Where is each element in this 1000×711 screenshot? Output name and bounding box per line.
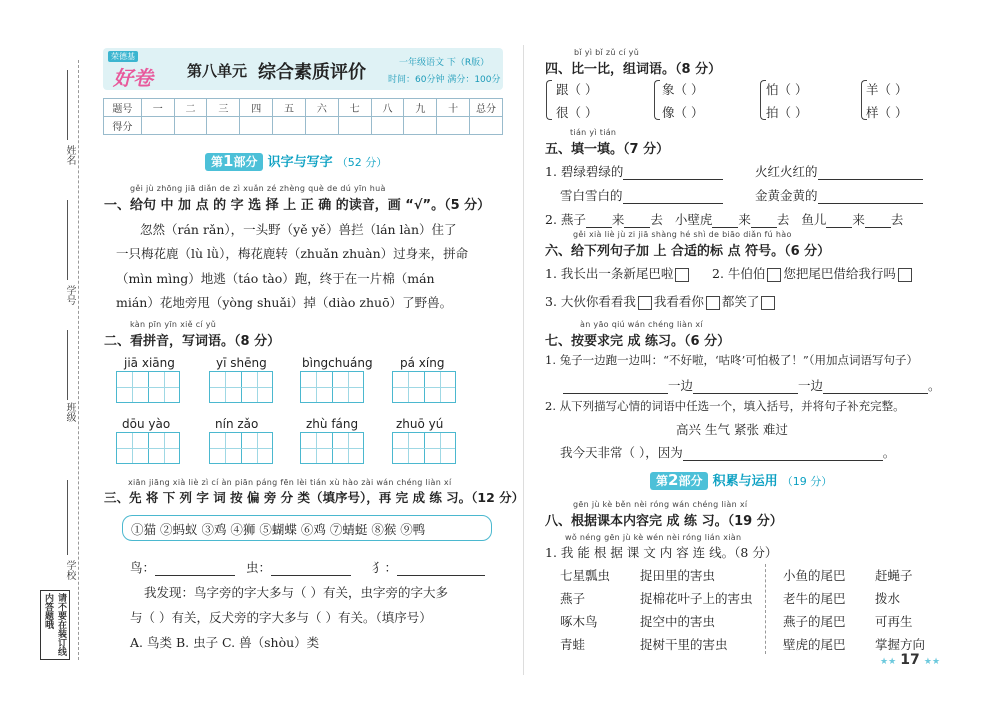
score-header: 十 [437,99,470,117]
score-header: 二 [174,99,207,117]
q1-pinyin: gěi jù zhōng jiā diǎn de zì xuǎn zé zhèng què de dú yīn huà [130,184,386,193]
q3-title: 三、先 将 下 列 字 词 按 偏 旁 分 类（填序号），再 完 成 练 习。（12 分） [104,490,525,505]
q6-s1: 1. 我长出一条新尾巴啦 [545,264,691,282]
answer-blank[interactable] [397,562,485,576]
score-header: 一 [141,99,174,117]
part1-heading [205,151,387,170]
punct-box[interactable] [898,268,912,282]
q5-pinyin: tián yì tián [570,128,617,137]
pair-item: 羊（ ） [866,82,908,97]
star-icon: ★★ [880,657,897,667]
answer-blank[interactable] [624,214,650,228]
answer-blank[interactable] [751,214,777,228]
score-cell[interactable] [273,117,306,135]
q1-line: 忽然（rán rǎn），一头野（yě yě）兽拦（lán làn）住了 [140,222,457,237]
pinyin-label: zhuō yú [396,417,444,431]
match-item[interactable]: 捉空中的害虫 [640,614,716,629]
answer-blank[interactable] [712,214,738,228]
q8-pinyin: gēn jù kè běn nèi róng wán chéng liàn xí [573,500,748,509]
answer-blank[interactable] [155,562,235,576]
match-item[interactable]: 捉树干里的害虫 [640,637,728,652]
unit-label: 第八单元 [187,62,248,80]
answer-blank[interactable] [683,447,883,461]
q3-cat-dog [372,558,485,576]
page-number-text: 17 [900,652,920,668]
q8-sub: 1. 我 能 根 据 课 文 内 容 连 线。（8 分） [545,545,778,560]
q3-options-text: ①猫 ②蚂蚁 ③鸡 ④狮 ⑤蝴蝶 ⑥鸡 ⑦蜻蜓 ⑧猴 ⑨鸭 [131,522,426,537]
part2-heading [650,470,832,489]
grade-label: 一年级语文 下（R版） [399,58,490,68]
q5-l1b: 火红火红的 [755,162,923,180]
name-blank[interactable] [67,70,68,140]
part1-badge: 第1部分 [205,153,263,171]
punct-box[interactable] [767,268,781,282]
pair-item: 拍（ ） [766,105,808,120]
q3-find-line1: 我发现：鸟字旁的字大多与（ ）有关，虫字旁的字大多 [144,585,448,600]
school-blank[interactable] [67,480,68,555]
q7-s2: 2. 从下列描写心情的词语中任选一个，填入括号，并将句子补充完整。 [545,399,905,413]
name-label: 姓名 [64,145,75,165]
score-header: 四 [240,99,273,117]
match-item[interactable]: 老牛的尾巴 [783,591,846,606]
part2-score: （19 分） [781,475,833,488]
match-item[interactable]: 捉田里的害虫 [640,568,716,583]
match-item[interactable]: 可再生 [875,614,913,629]
score-cell[interactable] [404,117,437,135]
q1-title: 一、给句 中 加 点 的 字 选 择 上 正 确 的读音，画 “√”。（5 分） [104,198,491,213]
answer-blank[interactable] [818,190,923,204]
write-grid[interactable] [300,371,364,403]
q6-pinyin: gěi xià liè jù zi jiā shàng hé shì de biāo diǎn fú hào [573,230,792,239]
score-cell[interactable] [240,117,273,135]
score-cell[interactable] [141,117,174,135]
answer-blank[interactable] [623,166,723,180]
score-header: 五 [273,99,306,117]
answer-blank[interactable] [586,214,612,228]
punct-box[interactable] [675,268,689,282]
q5-l3: 2. 燕子 来 去 小壁虎 来 去 鱼儿 来 去 [545,212,904,227]
q2-title: 二、看拼音，写词语。（8 分） [104,334,281,349]
score-header: 总分 [470,99,503,117]
q3-pinyin: xiān jiāng xià liè zì cí àn piān páng fēn lèi tián xù hào zài wán chéng liàn xí [128,478,452,487]
write-grid[interactable] [300,432,364,464]
pair-item: 怕（ ） [766,82,808,97]
pinyin-label: yī shēng [216,356,267,370]
score-cell[interactable] [371,117,404,135]
write-grid[interactable] [116,371,180,403]
part1-score: （52 分） [336,156,388,169]
score-header: 九 [404,99,437,117]
q1-line: （mìn mìng）地逃（táo tào）跑，终于在一片棉（mán [116,271,435,286]
q6-s2: 2. 牛伯伯 您把尾巴借给我行吗 [712,264,914,282]
punct-box[interactable] [638,296,652,310]
binding-line [78,60,79,660]
column-divider [523,45,524,675]
pinyin-label: dōu yào [122,417,171,431]
score-row-label: 得分 [104,117,142,135]
score-cell[interactable] [207,117,240,135]
q4-title: 四、比一比，组词语。（8 分） [545,62,722,77]
match-item[interactable]: 捉棉花叶子上的害虫 [640,591,753,606]
match-item[interactable]: 青蛙 [560,637,586,652]
answer-blank[interactable] [826,214,852,228]
q5-l2a: 雪白雪白的 [560,186,723,204]
q6-s3: 3. 大伙你看看我 我看看你 都笑了 [545,292,777,310]
time-label: 时间：60分钟 满分：100分 [388,75,501,85]
write-grid[interactable] [209,371,273,403]
q6-title: 六、给下列句子加 上 合适的标 点 符号。（6 分） [545,244,831,259]
page-number [880,652,940,668]
student-id-label: 学号 [64,285,75,305]
q5-title: 五、填一填。（7 分） [545,142,670,157]
match-divider [765,564,766,654]
pinyin-label: nín zǎo [215,417,259,431]
q7-s2-answer: 我今天非常（ ），因为 。 [560,445,896,460]
answer-blank[interactable] [693,380,798,394]
page-title: 综合素质评价 [258,62,366,83]
pair-item: 像（ ） [662,105,704,120]
score-header: 题号 [104,99,142,117]
score-cell[interactable] [470,117,503,135]
match-item[interactable]: 啄木鸟 [560,614,598,629]
binding-strip [20,60,100,660]
match-item[interactable]: 小鱼的尾巴 [783,568,846,583]
q1-line: mián）花地旁甩（yòng shuǎi）掉（diào zhuō）了野兽。 [116,295,453,310]
part2-title: 积累与运用 [712,474,778,489]
write-grid[interactable] [209,432,273,464]
q3-choices: A. 鸟类 B. 虫子 C. 兽（shòu）类 [130,635,320,650]
pair-item: 象（ ） [662,82,704,97]
q8-sub-pinyin: wǒ néng gēn jù kè wén nèi róng lián xiàn [565,533,742,542]
cat-label: 虫： [246,560,272,575]
q5-l1a: 1. 碧绿碧绿的 [545,162,723,180]
brand-logo: 好卷 [113,66,153,90]
q7-title: 七、按要求完 成 练习。（6 分） [545,334,731,349]
write-grid[interactable] [392,432,456,464]
header-banner [103,48,503,90]
answer-blank[interactable] [818,166,923,180]
match-item[interactable]: 燕子的尾巴 [783,614,846,629]
part1-title: 识字与写字 [267,155,333,170]
q3-cat-insect [246,558,351,576]
match-item[interactable]: 壁虎的尾巴 [783,637,846,652]
q2-pinyin: kàn pīn yīn xiě cí yǔ [130,320,217,329]
write-grid[interactable] [392,371,456,403]
q4-pinyin: bǐ yì bǐ zǔ cí yǔ [574,48,640,57]
q7-words: 高兴 生气 紧张 难过 [676,422,788,437]
cat-label: 鸟： [130,560,156,575]
match-item[interactable]: 燕子 [560,591,586,606]
score-table [103,98,503,135]
match-item[interactable]: 掌握方向 [875,637,926,652]
pinyin-label: pá xíng [400,356,445,370]
q7-s1-answer: 一边 一边 。 [563,376,941,394]
q5-l2b: 金黄金黄的 [755,186,923,204]
match-item[interactable]: 拨水 [875,591,901,606]
q1-line: 一只梅花鹿（lù lǜ），梅花鹿转（zhuǎn zhuàn）过身来，拼命 [116,246,469,261]
answer-blank[interactable] [563,380,668,394]
q7-s1: 1. 兔子一边跑一边叫：“不好啦，‘咕咚’可怕极了！”（用加点词语写句子） [545,353,918,367]
pair-item: 跟（ ） [556,82,598,97]
brand-top: 荣德基 [108,51,138,62]
q7-pinyin: àn yāo qiú wán chéng liàn xí [580,320,703,329]
q8-title: 八、根据课本内容完 成 练 习。（19 分） [545,514,783,529]
write-grid[interactable] [116,432,180,464]
score-cell[interactable] [338,117,371,135]
score-cell[interactable] [437,117,470,135]
cat-label: 犭： [372,560,398,575]
q3-cat-bird [130,558,235,576]
pinyin-label: jiā xiāng [124,356,175,370]
class-label: 班级 [64,402,75,422]
class-blank[interactable] [67,330,68,400]
pair-item: 很（ ） [556,105,598,120]
score-cell[interactable] [174,117,207,135]
score-header: 七 [338,99,371,117]
answer-blank[interactable] [823,380,928,394]
answer-blank[interactable] [865,214,891,228]
score-header: 六 [305,99,338,117]
punct-box[interactable] [706,296,720,310]
score-cell[interactable] [305,117,338,135]
score-header: 八 [371,99,404,117]
match-item[interactable]: 赶蝇子 [875,568,913,583]
school-label: 学校 [64,560,75,580]
student-id-blank[interactable] [67,200,68,280]
match-item[interactable]: 七星瓢虫 [560,568,611,583]
brace [654,80,660,120]
answer-blank[interactable] [623,190,723,204]
part2-badge: 第2部分 [650,472,708,490]
punct-box[interactable] [761,296,775,310]
brace [546,80,552,120]
pair-item: 样（ ） [866,105,908,120]
pinyin-label: bìngchuáng [302,356,373,370]
star-icon: ★★ [923,657,941,667]
q3-find-line2: 与（ ）有关，反犬旁的字大多与（ ）有关。（填序号） [130,610,432,625]
answer-blank[interactable] [271,562,351,576]
q3-options [122,515,492,541]
binding-note: 请不要在装订线内答题哦 [40,590,70,660]
pinyin-label: zhù fáng [306,417,359,431]
score-header: 三 [207,99,240,117]
